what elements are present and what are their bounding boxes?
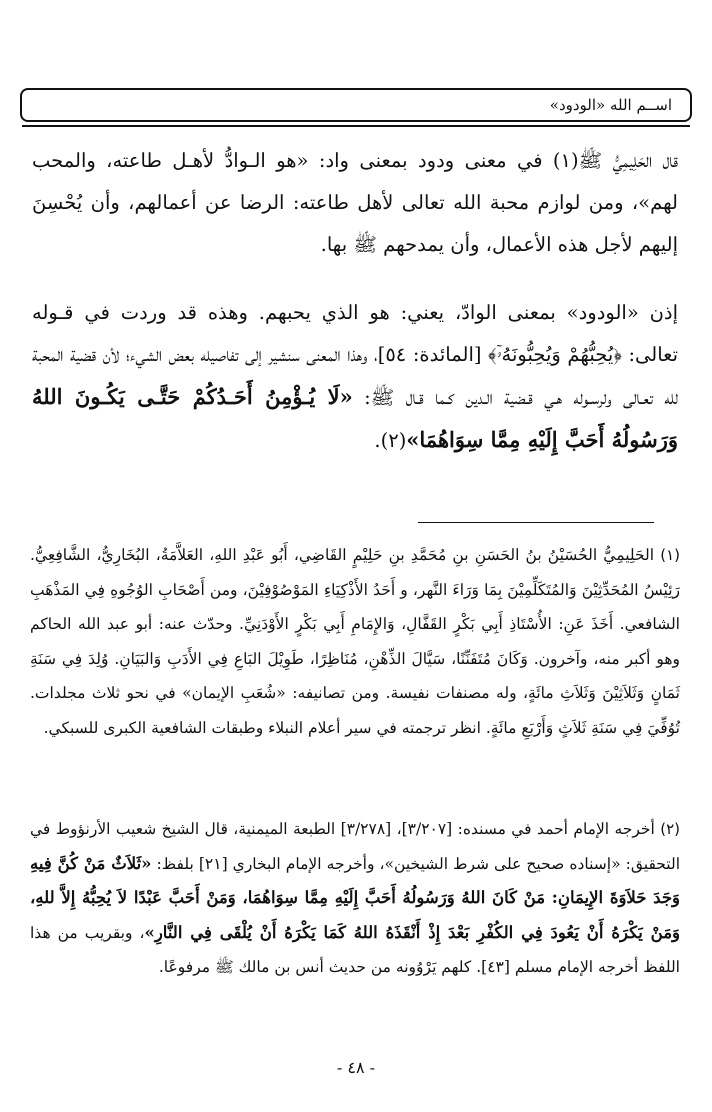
footnote-2-hadith: «ثَلاَثٌ مَنْ كُنَّ فِيهِ وَجَدَ حَلاَوَةَ الإِيمَانِ: مَنْ كَانَ اللهُ وَرَسُولُهُ أَحَبَّ إِلَيْهِ مِمَّا سِوَاهُمَا، وَمَنْ أَحَبَّ عَبْدًا لاَ يُحِبُّهُ إِلاَّ للهِ، وَمَنْ يَكْرَهُ أَنْ يَعُودَ فِي الكُفْرِ بَعْدَ إِذْ أَنْقَذَهُ اللهُ كَمَا يَكْرَهُ أَنْ يُلْقَى فِي النَّارِ» — [30, 853, 680, 942]
footnote-2 — [30, 812, 680, 985]
footnote-2-number: (٢) — [660, 820, 680, 838]
footnote-1-text: الحَلِيمِيُّ الحُسَيْنُ بنُ الحَسَنِ بنِ مُحَمَّدِ بنِ حَلِيْمٍ القَاضِي، أَبُو عَبْدِ اللهِ، العَلاَّمَةُ، البُخَارِيُّ، الشَّافِعِيُّ. رَئِيْسُ المُحَدِّثِيْنَ وَالمُتَكَلِّمِيْنَ بِمَا وَرَاءَ النَّهر، و أَحَدُ الأَذْكِيَاءِ المَوْصُوْفِيْنَ، ومن أَصْحَابِ الوُجُوهِ فِي المَذْهَبِ الشافعي. أَخَذَ عَنِ: الأُسْتَاذِ أَبِي بَكْرٍ القَفَّالِ، وَالإِمَامِ أَبِي بَكْرٍ الأَوْدَنِيِّ. وحدّث عنه: أبو عبد الله الحاكم وهو أكبر منه، وآخرون. وَكَانَ مُتَفَنِّنًا، سَيَّالَ الذِّهْنِ، مُنَاظِرًا، طَوِيْلَ البَاعِ فِي الأَدَبِ وَالبَيَانِ. وُلِدَ فِي سَنَةِ ثَمَانٍ وَثَلاَثِيْنَ وَثَلاَثِ مائَةٍ، وله مصنفات نفيسة. ومن تصانيفه: «شُعَبِ الإيمان» في نحو ثلاث مجلدات. تُوُفِّيَ فِي سَنَةِ ثَلاَثٍ وَأَرْبَعِ مائَةٍ. انظر ترجمته في سير أعلام النبلاء وطبقات الشافعية الكبرى للسبكي. — [30, 546, 680, 737]
page-number: - ٤٨ - — [336, 1058, 376, 1077]
footnote-1 — [30, 538, 680, 745]
footnote-separator — [418, 522, 654, 523]
paragraph-2 — [32, 292, 678, 462]
header-title: اســم الله «الودود» — [549, 96, 672, 114]
footnote-2-tail: ، وبقريب من هذا اللفظ أخرجه الإمام مسلم [٤٣]. كلهم يَرْوُونه من حديث أنس بن مالك ﷺ مرفوعًا. — [30, 923, 680, 976]
footnote-2-text: أخرجه الإمام أحمد في مسنده: [٣/٢٠٧]، [٣/٢٧٨] الطبعة الميمنية، قال الشيخ شعيب الأرنؤوط في التحقيق: «إسناده صحيح على شرط الشيخين»، وأخرجه الإمام البخاري [٢١] بلفظ: — [30, 820, 680, 873]
paragraph-1: قال الحَلِيمِيُّ ﷺ(١) في معنى ودود بمعنى واد: «هو الـوادُّ لأهـل طاعته، والمحب لهم»، ومن لوازم محبة الله تعالى لأهل طاعته: الرضا عن أعمالهم، وأن يُحْسِنَ إليهم لأجل هذه الأعمال، وأن يمدحهم ﷺ بها. — [32, 149, 678, 256]
hadith-quote: «لَا يُـؤْمِنُ أَحَـدُكُمْ حَتَّـى يَكُـونَ اللهُ وَرَسُولُهُ أَحَبَّ إِلَيْهِ مِمَّا سِوَاهُمَا» — [32, 384, 678, 452]
footnote-ref-2: (٢). — [374, 429, 407, 452]
paragraph-2-text: إذن «الودود» بمعنى الوادّ، يعني: هو الذي يحبهم. وهذه قد وردت في قـوله تعالى: ﴿يُحِبُّهُمْ وَيُحِبُّونَهُۥٓ﴾ [المائدة: ٥٤]، وهذا المعنى سنشير إلى تفاصيله بعض الشيء؛ لأن قضية المحبة لله تعـالى ولرسـوله هـي قـضية الـدين كـما قـال ﷺ: — [32, 301, 678, 409]
footnote-1-number: (١) — [660, 546, 680, 564]
running-header — [20, 88, 692, 122]
